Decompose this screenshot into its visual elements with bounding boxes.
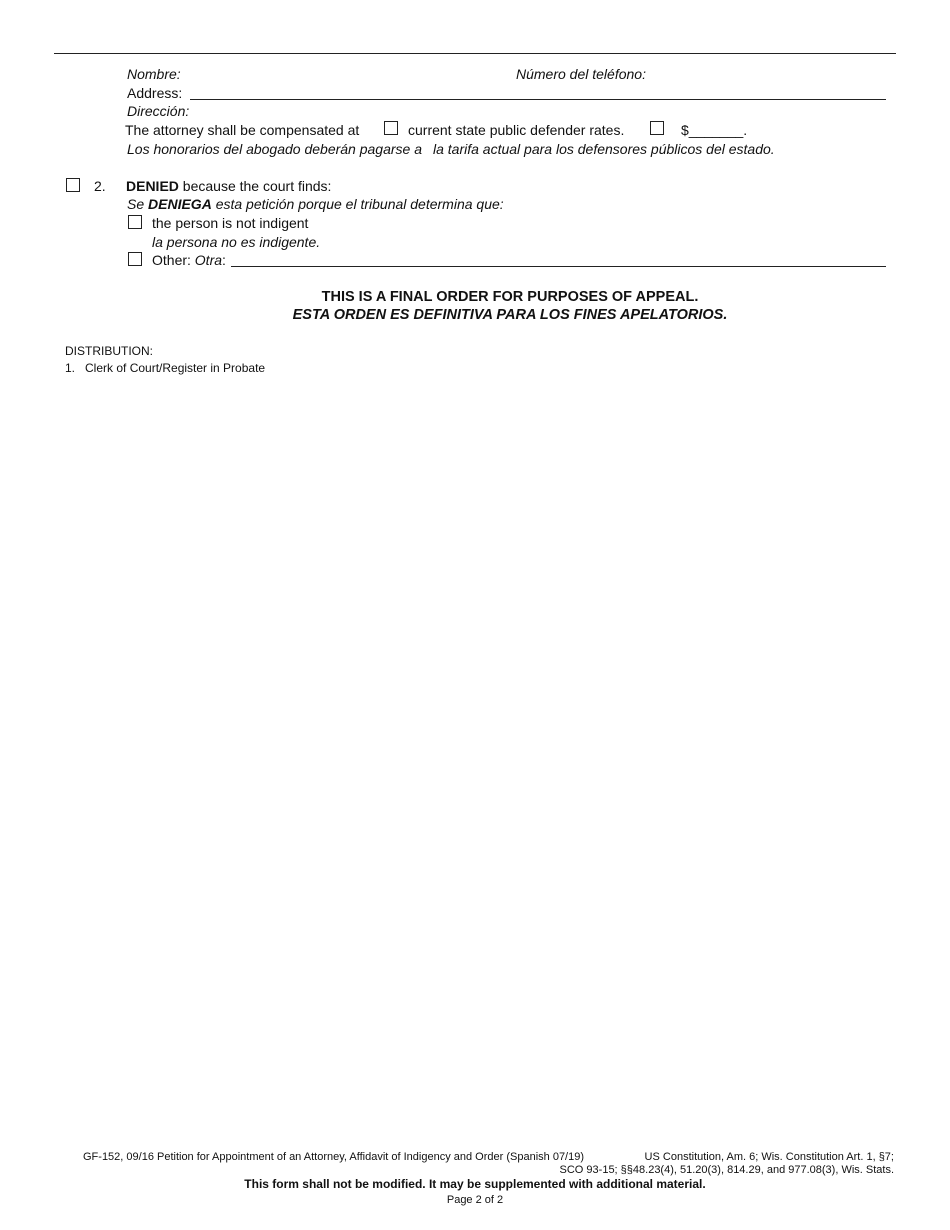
nombre-label: Nombre: <box>127 66 181 82</box>
other-colon: : <box>222 252 226 268</box>
address-label: Address: <box>127 85 183 101</box>
other-field-line[interactable] <box>231 266 886 267</box>
rates-option-label: current state public defender rates. <box>408 122 625 138</box>
denied-rest: because the court finds: <box>182 178 332 194</box>
page-number: Page 2 of 2 <box>446 1194 504 1206</box>
not-indigent-label: the person is not indigent <box>152 215 309 231</box>
compensation-text: The attorney shall be compensated at <box>125 122 360 138</box>
phone-label: Número del teléfono: <box>516 66 646 82</box>
final-order-spanish: ESTA ORDEN ES DEFINITIVA PARA LOS FINES APELATORIOS. <box>292 307 728 323</box>
not-indigent-checkbox[interactable] <box>128 215 142 229</box>
item-number: 2. <box>94 178 106 194</box>
compensation-spanish-rates: la tarifa actual para los defensores públicos del estado. <box>433 141 775 157</box>
statutes-line-2: SCO 93-15; §§48.23(4), 51.20(3), 814.29, and 977.08(3), Wis. Stats. <box>559 1164 894 1176</box>
amount-option-label: $_______. <box>681 122 748 138</box>
rates-checkbox[interactable] <box>384 121 398 135</box>
distribution-label: DISTRIBUTION: <box>65 344 154 358</box>
amount-checkbox[interactable] <box>650 121 664 135</box>
denied-checkbox[interactable] <box>66 178 80 192</box>
denied-spanish-bold: DENIEGA <box>148 196 212 212</box>
denied-spanish-heading <box>127 196 504 213</box>
other-checkbox[interactable] <box>128 252 142 266</box>
not-indigent-spanish: la persona no es indigente. <box>152 234 321 250</box>
denied-spanish-prefix: Se <box>127 196 145 212</box>
direccion-label: Dirección: <box>127 103 190 119</box>
modification-notice: This form shall not be modified. It may be supplemented with additional material. <box>244 1177 706 1191</box>
final-order-english: THIS IS A FINAL ORDER FOR PURPOSES OF APPEAL. <box>321 289 699 305</box>
address-field-line[interactable] <box>190 99 886 100</box>
distribution-item: 1. Clerk of Court/Register in Probate <box>65 361 266 375</box>
compensation-spanish-text: Los honorarios del abogado deberán pagarse a <box>127 141 423 157</box>
statutes-line-1: US Constitution, Am. 6; Wis. Constitution Art. 1, §7; <box>644 1151 894 1163</box>
other-english: Other: <box>152 252 191 268</box>
denied-spanish-rest: esta petición porque el tribunal determina que: <box>215 196 504 212</box>
other-label <box>152 252 226 269</box>
denied-heading <box>126 178 331 195</box>
form-id: GF-152, 09/16 Petition for Appointment of an Attorney, Affidavit of Indigency and Order (Spanish 07/19) <box>83 1151 585 1163</box>
top-rule <box>54 53 896 54</box>
denied-bold: DENIED <box>126 178 179 194</box>
other-spanish: Otra <box>194 252 223 268</box>
